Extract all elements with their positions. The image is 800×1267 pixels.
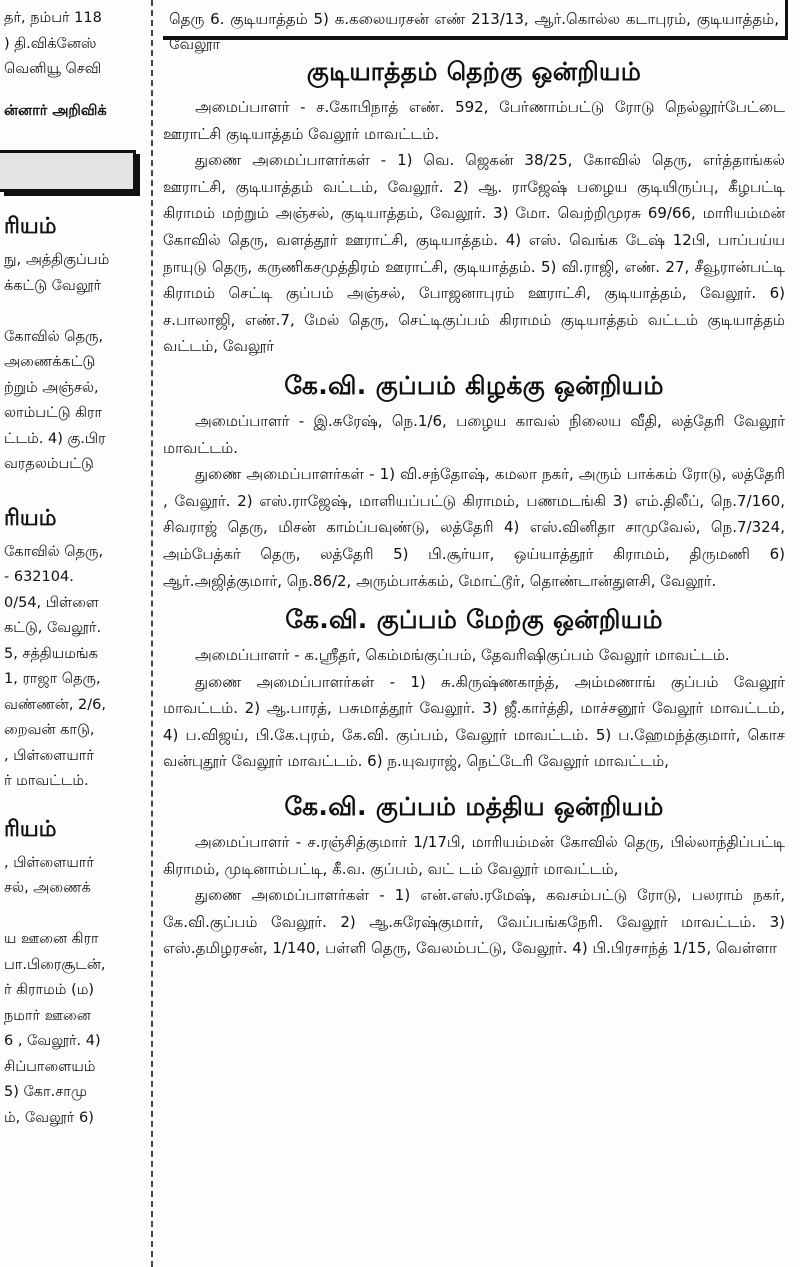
left-line: ம், வேலூர் 6) [4, 1109, 94, 1126]
left-line: ற்றும் அஞ்சல், [4, 379, 99, 396]
section-title: கே.வி. குப்பம் மத்திய ஒன்றியம் [284, 792, 664, 822]
left-line: சல், அணைக் [4, 880, 91, 896]
section-paragraph: அமைப்பாளர் - இ.சுரேஷ், நெ.1/6, பழைய காவல் நிலைய வீதி, லத்தேரி வேலூர் மாவட்டம். [163, 411, 785, 457]
left-line: வண்ணன், 2/6, [4, 696, 107, 713]
left-line: , பிள்ளையார் [4, 854, 94, 871]
left-line: நு, அத்திகுப்பம் [4, 252, 110, 268]
left-line: அணைக்கட்டு [4, 354, 96, 370]
left-heading: ரியம் [4, 816, 57, 842]
left-line: லாம்பட்டு கிரா [4, 405, 103, 421]
left-line: க்கட்டு வேலூர் [4, 277, 102, 294]
left-line: 0/54, பிள்ளை [4, 594, 99, 611]
left-line: றைவன் காடு, [4, 722, 95, 738]
section-paragraph: துணை அமைப்பாளர்கள் - 1) வெ. ஜெகன் 38/25, கோவில் தெரு, எர்த்தாங்கல் ஊராட்சி, குடியாத்தம் வட்டம், வேலூர். 2) ஆ. ராஜேஷ் பழைய குடியிருப்பு, கீழபட்டி கிராமம் மற்றும் அஞ்சல், குடியாத்தம், வேலூர். 3) மோ. வெற்றிமுரசு 69/66, மாரியம்மன் கோவில் தெரு, வளத்தூர் ஊராட்சி, குடியாத்தம். 4) எஸ். வெங்க டேஷ் 12பி, பாப்பய்ய நாயுடு தெரு, கருணிகசமுத்திரம் ஊராட்சி, குடியாத்தம். 5) வி.ராஜி, எண். 27, சீவூரான்பட்டி கிராமம் செட்டி குப்பம் அஞ்சல், போஜனாபுரம் ஊராட்சி, குடியாத்தம், வேலூர். 6) ச.பாலாஜி, எண்.7, மேல் தெரு, செட்டிகுப்பம் கிராமம் குடியாத்தம் வட்டம் குடியாத்தம் வட்டம், வேலூர் [163, 151, 785, 356]
section-paragraph: அமைப்பாளர் - க.ஶ்ரீதர், கெம்மங்குப்பம், தேவரிஷிகுப்பம் வேலூர் மாவட்டம். [195, 646, 730, 665]
left-line: வெனியூ செவி [4, 61, 102, 77]
left-line: பா.பிரைசூடன், [4, 956, 106, 973]
section-title: கே.வி. குப்பம் மேற்கு ஒன்றியம் [285, 605, 663, 635]
section-kv-kuppam-central [163, 791, 785, 962]
left-line: 5, சத்தியமங்க [4, 645, 98, 662]
top-continued-text: தெரு 6. குடியாத்தம் 5) க.கலையரசன் எண் 213/13, ஆர்.கொல்ல கடாபுரம், குடியாத்தம், வேலூர் [169, 10, 779, 53]
section-list [163, 52, 785, 962]
section-kudiyatham-south [163, 56, 785, 360]
left-column [0, 0, 148, 1267]
section-kv-kuppam-west [163, 604, 785, 775]
left-line: ட்டம். 4) கு.பிர [4, 430, 106, 447]
left-line: ர் மாவட்டம். [4, 773, 89, 789]
left-heading: ரியம் [4, 214, 57, 239]
left-line: கட்டு, வேலூர். [4, 620, 102, 636]
left-line: 5) கோ.சாமு [4, 1084, 87, 1100]
section-paragraph: துணை அமைப்பாளர்கள் - 1) என்.எஸ்.ரமேஷ், கவசம்பட்டு ரோடு, பலராம் நகர், கே.வி.குப்பம் வேலூர். 2) ஆ.சுரேஷ்குமார், வேப்பங்கநேரி. வேலூர் மாவட்டம். 3) எஸ்.தமிழரசன், 1/140, பள்ளி தெரு, வேலம்பட்டு, வேலூர். 4) பி.பிரசாந்த் 1/15, வெள்ளா [163, 886, 785, 958]
left-line: நமார் ஊனை [4, 1007, 91, 1024]
left-line [4, 902, 148, 928]
left-line: கோவில் தெரு, [4, 543, 104, 560]
left-line: கோவில் தெரு, [4, 328, 104, 345]
section-title: கே.வி. குப்பம் கிழக்கு ஒன்றியம் [284, 370, 664, 400]
left-line [4, 299, 148, 325]
section-paragraph: துணை அமைப்பாளர்கள் - 1) வி.சந்தோஷ், கமலா நகர், அரும் பாக்கம் ரோடு, லத்தேரி , வேலூர். 2) எஸ்.ராஜேஷ், மாளியப்பட்டு கிராமம், பணமடங்கி 3) எம்.திலீப், நெ.7/160, சிவராஜ் தெரு, மிசன் காம்ப்பவுண்டு, லத்தேரி 4) எஸ்.வினிதா சாமுவேல், நெ.7/324, அம்பேத்கர் தெரு, லத்தேரி 5) பி.சூர்யா, ஒய்யாத்தூர் கிராமம், திருமணி 6) ஆர்.அஜித்குமார், நெ.86/2, அரும்பாக்கம், மோட்டூர், தொண்டான்துளசி, வேலூர். [163, 465, 785, 590]
section-paragraph: அமைப்பாளர் - ச.ரஞ்சித்குமார் 1/17பி, மாரியம்மன் கோவில் தெரு, பில்லாந்திப்பட்டி கிராமம், முடினாம்பட்டி, கீ.வ. குப்பம், வட் டம் வேலூர் மாவட்டம், [163, 833, 785, 878]
left-gray-box [0, 150, 136, 192]
left-line: தர், நம்பர் 118 [4, 10, 102, 26]
left-line: சிப்பாளையம் [4, 1058, 96, 1075]
section-kv-kuppam-east [163, 370, 785, 594]
section-paragraph: அமைப்பாளர் - ச.கோபிநாத் எண். 592, பேர்ணாம்பட்டு ரோடு நெல்லூர்பேட்டை ஊராட்சி குடியாத்தம் வேலூர் மாவட்டம். [163, 98, 785, 143]
left-line: ர் கிராமம் (ம) [4, 982, 95, 998]
left-line: ) தி.விக்னேஸ் [4, 35, 97, 52]
left-line: - 632104. [4, 569, 74, 585]
main-column [163, 0, 788, 1267]
section-title: குடியாத்தம் தெற்கு ஒன்றியம் [306, 57, 642, 86]
left-line: வரதலம்பட்டு [4, 456, 94, 472]
column-divider [151, 0, 153, 1267]
left-line: , பிள்ளையார் [4, 747, 94, 764]
left-bold-line: ன்னார் அறிவிக் [4, 102, 107, 119]
left-line: 6 , வேலூர். 4) [4, 1033, 101, 1049]
left-line: ய ஊனை கிரா [4, 931, 99, 947]
section-paragraph: துணை அமைப்பாளர்கள் - 1) சு.கிருஷ்ணகாந்த், அம்மணாங் குப்பம் வேலூர் மாவட்டம். 2) ஆ.பாரத், பசுமாத்தூர் வேலூர். 3) ஜீ.கார்த்தி, மாச்சனூர் வேலூர் மாவட்டம், 4) ப.விஜய், பி.கே.புரம், கே.வி. குப்பம், வேலூர் மாவட்டம். 5) ப.ஹேமந்த்குமார், கொச வன்புதூர் வேலூர் மாவட்டம். 6) ந.யுவராஜ், நெட்டேரி வேலூர் மாவட்டம், [163, 672, 785, 771]
left-line: 1, ராஜா தெரு, [4, 671, 101, 687]
left-heading: ரியம் [4, 505, 57, 531]
